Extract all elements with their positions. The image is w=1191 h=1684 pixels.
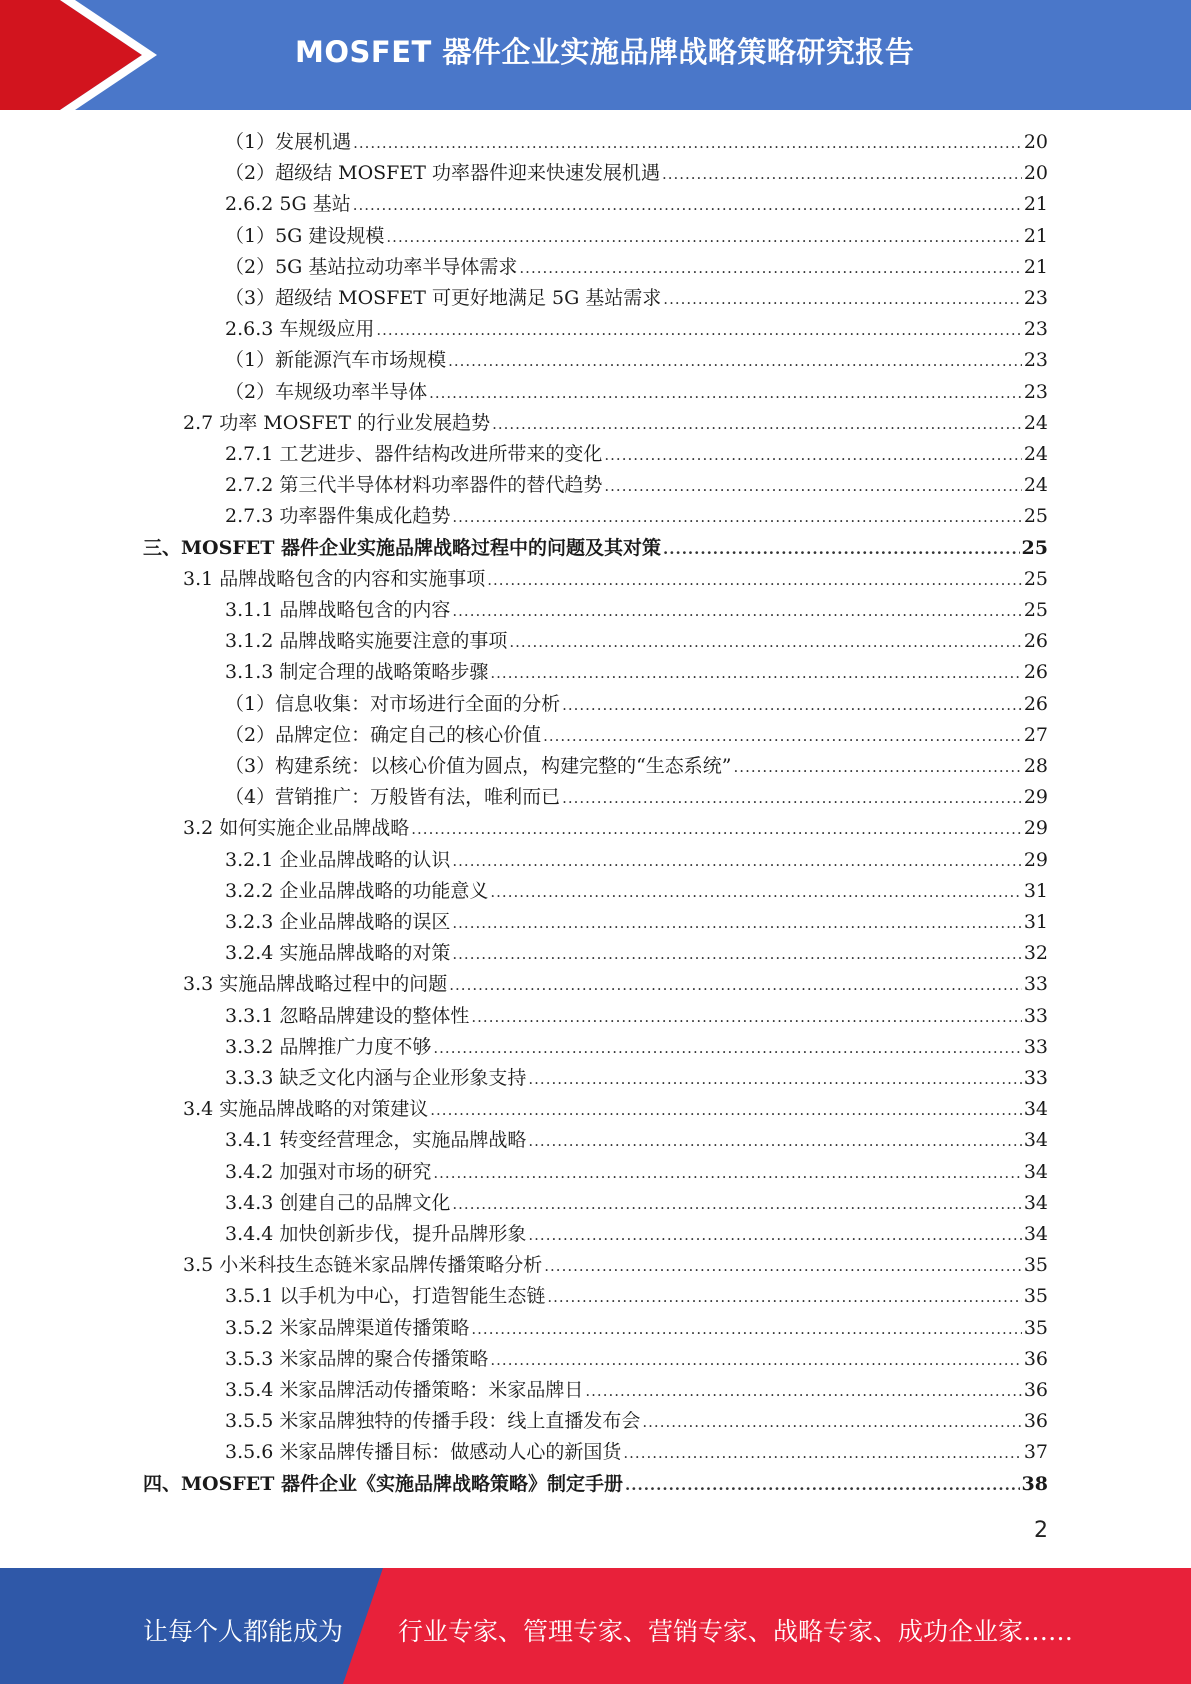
toc-entry[interactable] — [225, 314, 1048, 345]
toc-leader-dots — [562, 783, 1022, 814]
toc-leader-dots — [353, 190, 1022, 221]
chevron-arrow-icon — [0, 0, 160, 110]
toc-leader-dots — [430, 1095, 1022, 1126]
toc-entry-label: 2.7.1 工艺进步、器件结构改进所带来的变化 — [225, 443, 603, 465]
toc-entry-page: 34 — [1023, 1223, 1048, 1245]
toc-entry-page: 25 — [1023, 567, 1048, 590]
toc-entry-page: 34 — [1023, 1098, 1048, 1121]
toc-entry-label: 3.1.1 品牌战略包含的内容 — [225, 599, 451, 621]
footer-banner — [0, 1568, 1191, 1684]
toc-leader-dots — [604, 440, 1021, 471]
toc-leader-dots — [562, 690, 1022, 721]
toc-entry[interactable] — [143, 1469, 1048, 1500]
toc-entry-label: 3.2.4 实施品牌战略的对策 — [225, 942, 451, 965]
toc-leader-dots — [625, 1470, 1020, 1501]
toc-entry[interactable] — [225, 189, 1048, 220]
toc-entry-page: 36 — [1023, 1410, 1048, 1433]
toc-entry[interactable] — [225, 1001, 1048, 1032]
toc-entry[interactable] — [225, 907, 1048, 938]
toc-leader-dots — [448, 346, 1022, 377]
toc-entry[interactable] — [225, 252, 1048, 283]
toc-entry-label: （1）新能源汽车市场规模 — [225, 349, 447, 372]
toc-entry[interactable] — [225, 751, 1048, 782]
toc-entry[interactable] — [225, 345, 1048, 376]
toc-entry[interactable] — [225, 626, 1048, 657]
toc-entry-label: 3.5.6 米家品牌传播目标：做感动人心的新国货 — [225, 1441, 622, 1464]
toc-entry-page: 26 — [1023, 661, 1048, 684]
toc-entry-label: （2）5G 基站拉动功率半导体需求 — [225, 255, 518, 278]
toc-leader-dots — [433, 1033, 1021, 1064]
toc-entry-page: 20 — [1023, 131, 1048, 153]
toc-entry[interactable] — [183, 408, 1048, 439]
toc-entry-page: 36 — [1023, 1347, 1048, 1370]
toc-entry[interactable] — [225, 377, 1048, 408]
toc-leader-dots — [452, 846, 1021, 877]
toc-entry-label: 3.4 实施品牌战略的对策建议 — [183, 1098, 429, 1121]
toc-entry-page: 27 — [1023, 723, 1048, 746]
toc-entry[interactable] — [225, 595, 1048, 626]
toc-leader-dots — [471, 1314, 1021, 1345]
toc-entry-page: 33 — [1023, 1067, 1048, 1089]
toc-entry-page: 35 — [1023, 1254, 1048, 1277]
toc-entry-page: 24 — [1023, 411, 1048, 434]
toc-leader-dots — [490, 877, 1021, 908]
toc-entry-page: 23 — [1023, 318, 1048, 341]
toc-entry-page: 24 — [1023, 443, 1048, 465]
toc-entry-page: 29 — [1023, 786, 1048, 809]
toc-entry-label: 3.1 品牌战略包含的内容和实施事项 — [183, 567, 486, 590]
toc-entry-label: 3.1.2 品牌战略实施要注意的事项 — [225, 630, 508, 653]
toc-leader-dots — [544, 1251, 1022, 1282]
toc-entry-label: （3）构建系统：以核心价值为圆点，构建完整的“生态系统” — [225, 755, 732, 777]
toc-entry[interactable] — [225, 501, 1048, 532]
toc-entry-page: 34 — [1023, 1160, 1048, 1183]
toc-entry-page: 35 — [1023, 1316, 1048, 1339]
toc-entry[interactable] — [225, 1188, 1048, 1219]
toc-entry-page: 21 — [1023, 255, 1048, 278]
toc-entry-label: （1）信息收集：对市场进行全面的分析 — [225, 692, 561, 715]
toc-entry[interactable] — [143, 533, 1048, 564]
toc-entry-page: 21 — [1023, 193, 1048, 216]
toc-entry-page: 35 — [1023, 1285, 1048, 1308]
toc-entry-label: 3.4.1 转变经营理念，实施品牌战略 — [225, 1129, 527, 1152]
toc-entry-page: 24 — [1023, 474, 1048, 497]
toc-entry[interactable] — [225, 1375, 1048, 1406]
footer-slogan-right: 行业专家、管理专家、营销专家、战略专家、成功企业家…… — [398, 1617, 1074, 1646]
toc-entry-label: 3.4.3 创建自己的品牌文化 — [225, 1191, 451, 1214]
toc-leader-dots — [492, 409, 1022, 440]
toc-entry-label: 3.5.2 米家品牌渠道传播策略 — [225, 1316, 470, 1339]
toc-entry-page: 21 — [1023, 224, 1048, 247]
toc-leader-dots — [452, 1189, 1021, 1220]
toc-entry-page: 33 — [1023, 973, 1048, 996]
toc-entry-page: 25 — [1023, 599, 1048, 621]
toc-leader-dots — [547, 1282, 1021, 1313]
toc-entry[interactable] — [225, 439, 1048, 470]
toc-entry-label: 三、MOSFET 器件企业实施品牌战略过程中的问题及其对策 — [143, 536, 662, 559]
toc-entry-label: 3.3.2 品牌推广力度不够 — [225, 1035, 432, 1058]
toc-leader-dots — [734, 752, 1022, 783]
toc-leader-dots — [604, 471, 1021, 502]
toc-entry[interactable] — [225, 1437, 1048, 1468]
toc-entry[interactable] — [225, 221, 1048, 252]
toc-leader-dots — [471, 1002, 1021, 1033]
toc-entry-page: 29 — [1023, 817, 1048, 840]
toc-leader-dots — [543, 721, 1022, 752]
toc-entry-page: 29 — [1023, 848, 1048, 871]
document-title: MOSFET 器件企业实施品牌战略策略研究报告 — [295, 35, 915, 69]
toc-entry-label: （1）5G 建设规模 — [225, 224, 385, 247]
toc-entry-label: 3.5.1 以手机为中心，打造智能生态链 — [225, 1285, 546, 1308]
toc-entry-page: 28 — [1023, 755, 1048, 777]
toc-entry-page: 23 — [1023, 380, 1048, 403]
toc-entry-page: 33 — [1023, 1004, 1048, 1027]
toc-entry-label: （3）超级结 MOSFET 可更好地满足 5G 基站需求 — [225, 287, 662, 309]
toc-leader-dots — [452, 596, 1021, 627]
toc-entry[interactable] — [225, 158, 1048, 189]
toc-entry-label: 3.5.5 米家品牌独特的传播手段：线上直播发布会 — [225, 1410, 641, 1433]
toc-entry-page: 26 — [1023, 630, 1048, 653]
toc-leader-dots — [452, 908, 1021, 939]
toc-entry[interactable] — [225, 127, 1048, 158]
toc-leader-dots — [376, 315, 1021, 346]
toc-entry[interactable] — [225, 657, 1048, 688]
toc-entry-label: （2）超级结 MOSFET 功率器件迎来快速发展机遇 — [225, 162, 660, 185]
toc-leader-dots — [623, 1438, 1021, 1469]
toc-leader-dots — [509, 627, 1021, 658]
toc-entry-page: 25 — [1023, 505, 1048, 528]
toc-entry[interactable] — [225, 782, 1048, 813]
toc-entry-label: 2.7.2 第三代半导体材料功率器件的替代趋势 — [225, 474, 603, 497]
header-bar — [0, 0, 1191, 110]
toc-entry[interactable] — [225, 1063, 1048, 1094]
toc-entry[interactable] — [225, 938, 1048, 969]
toc-entry-label: （4）营销推广：万般皆有法，唯利而已 — [225, 786, 561, 809]
toc-entry-label: 3.3 实施品牌战略过程中的问题 — [183, 973, 448, 996]
toc-entry[interactable] — [225, 1125, 1048, 1156]
toc-leader-dots — [519, 253, 1021, 284]
toc-leader-dots — [528, 1064, 1021, 1095]
toc-entry[interactable] — [225, 720, 1048, 751]
toc-leader-dots — [429, 378, 1022, 409]
toc-entry-page: 26 — [1023, 692, 1048, 715]
toc-entry-page: 32 — [1023, 942, 1048, 965]
toc-entry-label: 3.4.4 加快创新步伐，提升品牌形象 — [225, 1223, 527, 1245]
toc-entry-page: 34 — [1023, 1129, 1048, 1152]
toc-entry[interactable] — [225, 1406, 1048, 1437]
toc-entry[interactable] — [225, 1157, 1048, 1188]
toc-entry[interactable] — [225, 283, 1048, 314]
toc-entry-page: 23 — [1023, 287, 1048, 309]
toc-entry-label: 3.2 如何实施企业品牌战略 — [183, 817, 410, 840]
toc-entry-label: （1）发展机遇 — [225, 131, 352, 153]
footer-slogan-left: 让每个人都能成为 — [143, 1617, 344, 1646]
toc-leader-dots — [642, 1407, 1021, 1438]
toc-entry[interactable] — [225, 1219, 1048, 1250]
toc-entry-label: 3.5.4 米家品牌活动传播策略：米家品牌日 — [225, 1379, 584, 1401]
toc-entry[interactable] — [225, 1313, 1048, 1344]
toc-entry-label: 3.2.3 企业品牌战略的误区 — [225, 911, 451, 933]
toc-entry-label: 3.5.3 米家品牌的聚合传播策略 — [225, 1347, 489, 1370]
toc-entry-page: 37 — [1023, 1441, 1048, 1464]
toc-entry-page: 20 — [1023, 162, 1048, 185]
toc-entry[interactable] — [225, 1032, 1048, 1063]
toc-leader-dots — [528, 1126, 1021, 1157]
toc-entry-label: 2.7.3 功率器件集成化趋势 — [225, 505, 451, 528]
toc-entry[interactable] — [183, 1094, 1048, 1125]
toc-entry[interactable] — [225, 1281, 1048, 1312]
toc-leader-dots — [433, 1158, 1021, 1189]
toc-entry-label: 3.3.3 缺乏文化内涵与企业形象支持 — [225, 1067, 527, 1089]
toc-entry[interactable] — [225, 470, 1048, 501]
toc-entry-label: （2）车规级功率半导体 — [225, 380, 428, 403]
toc-entry-label: （2）品牌定位：确定自己的核心价值 — [225, 723, 542, 746]
toc-entry[interactable] — [183, 813, 1048, 844]
toc-leader-dots — [490, 658, 1021, 689]
toc-leader-dots — [411, 814, 1022, 845]
toc-entry-page: 38 — [1021, 1472, 1048, 1495]
toc-entry-page: 31 — [1023, 879, 1048, 902]
toc-entry[interactable] — [225, 1344, 1048, 1375]
toc-entry-label: 2.7 功率 MOSFET 的行业发展趋势 — [183, 411, 491, 434]
toc-entry-page: 25 — [1021, 536, 1048, 559]
toc-leader-dots — [386, 222, 1021, 253]
toc-leader-dots — [662, 159, 1022, 190]
toc-entry-label: 3.2.1 企业品牌战略的认识 — [225, 848, 451, 871]
toc-entry-label: 四、MOSFET 器件企业《实施品牌战略策略》制定手册 — [143, 1472, 624, 1495]
toc-leader-dots — [449, 970, 1022, 1001]
toc-leader-dots — [528, 1220, 1021, 1251]
toc-entry[interactable] — [225, 689, 1048, 720]
toc-entry[interactable] — [225, 876, 1048, 907]
toc-leader-dots — [490, 1345, 1021, 1376]
toc-entry-label: 3.4.2 加强对市场的研究 — [225, 1160, 432, 1183]
toc-leader-dots — [452, 502, 1021, 533]
toc-entry-label: 3.1.3 制定合理的战略策略步骤 — [225, 661, 489, 684]
toc-entry-label: 3.5 小米科技生态链米家品牌传播策略分析 — [183, 1254, 543, 1277]
toc-entry-label: 3.2.2 企业品牌战略的功能意义 — [225, 879, 489, 902]
toc-leader-dots — [487, 565, 1022, 596]
toc-entry-label: 2.6.3 车规级应用 — [225, 318, 375, 341]
toc-entry-label: 3.3.1 忽略品牌建设的整体性 — [225, 1004, 470, 1027]
toc-leader-dots — [663, 534, 1020, 565]
toc-entry-page: 33 — [1023, 1035, 1048, 1058]
toc-entry[interactable] — [225, 845, 1048, 876]
toc-entry-page: 34 — [1023, 1191, 1048, 1214]
page-number: 2 — [1034, 1518, 1048, 1543]
toc-entry-page: 31 — [1023, 911, 1048, 933]
toc-leader-dots — [452, 939, 1021, 970]
toc-entry[interactable] — [183, 564, 1048, 595]
toc-entry[interactable] — [183, 969, 1048, 1000]
toc-leader-dots — [353, 128, 1022, 159]
toc-leader-dots — [663, 284, 1022, 315]
toc-entry-page: 23 — [1023, 349, 1048, 372]
toc-entry-label: 2.6.2 5G 基站 — [225, 193, 351, 216]
toc-entry-page: 36 — [1023, 1379, 1048, 1401]
toc-entry[interactable] — [183, 1250, 1048, 1281]
toc-leader-dots — [585, 1376, 1021, 1407]
